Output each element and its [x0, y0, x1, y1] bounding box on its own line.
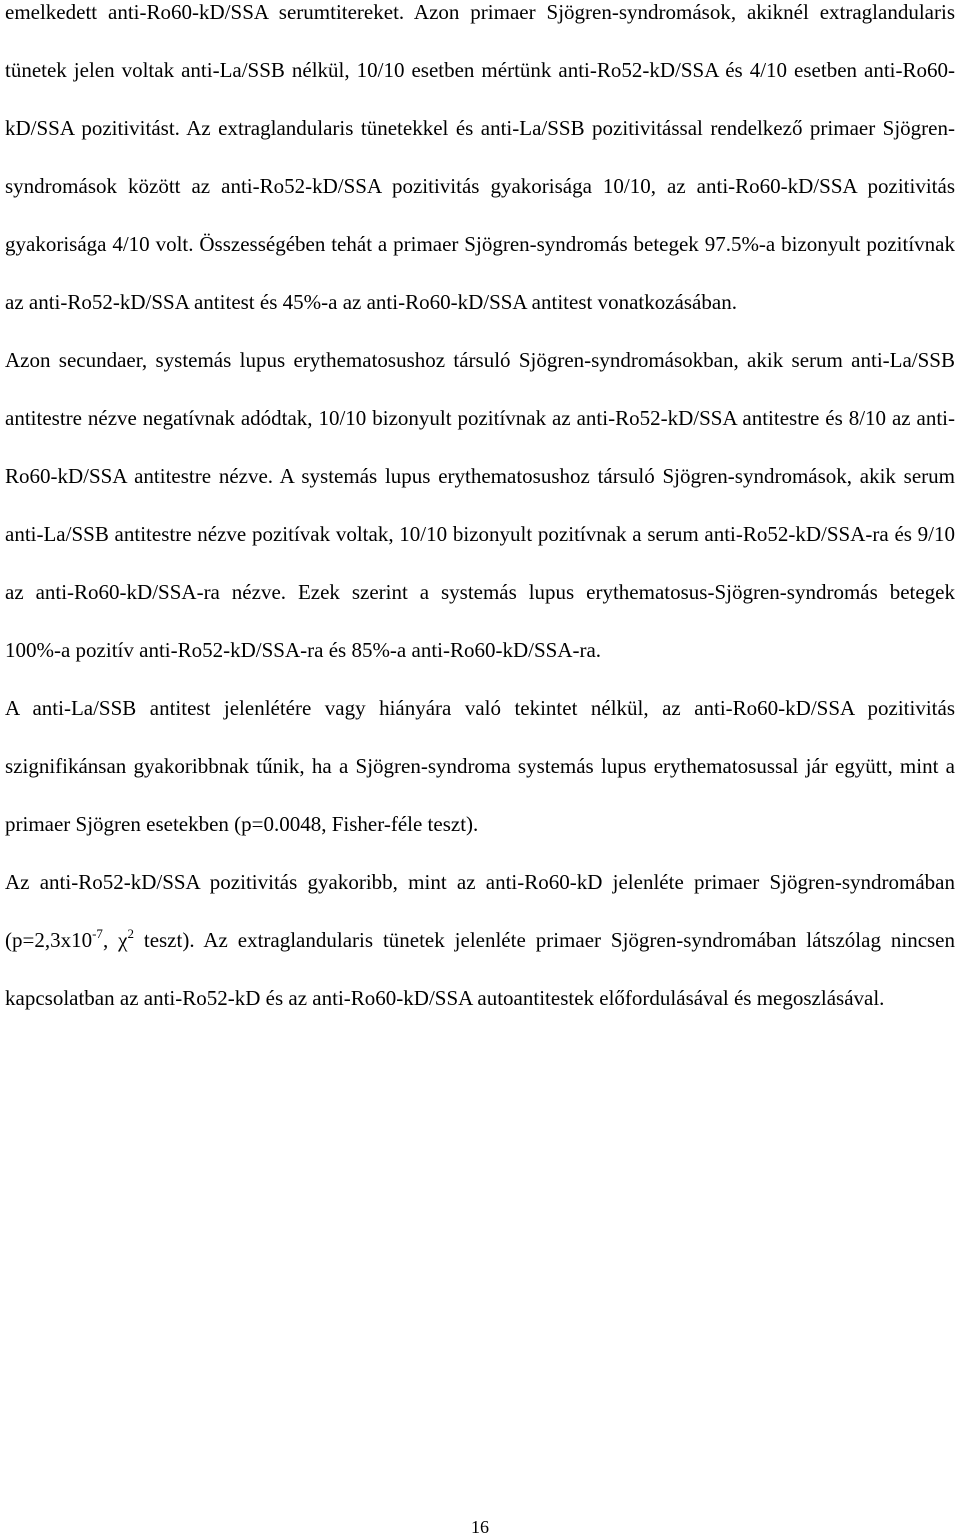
paragraph-4-text-c: teszt). Az extraglandularis tünetek jelenléte primaer Sjögren-syndromában látszólag nincsen kapcsolatban az anti-Ro52-kD és az anti-Ro60-kD/SSA autoantitestek előfordulásával és megoszlásával. — [5, 928, 956, 1010]
paragraph-3: A anti-La/SSB antitest jelenlétére vagy hiányára való tekintet nélkül, az anti-Ro60-kD/SSA pozitivitás szignifikánsan gyakoribbnak tűnik, ha a Sjögren-syndroma systemás lupus erythematosussal jár együtt, mint a primaer Sjögren esetekben (p=0.0048, Fisher-féle teszt). — [5, 696, 955, 836]
exponent-superscript: -7 — [92, 926, 103, 941]
paragraph-4 — [5, 853, 955, 1027]
paragraph-2: Azon secundaer, systemás lupus erythematosushoz társuló Sjögren-syndromásokban, akik serum anti-La/SSB antitestre nézve negatívnak adódtak, 10/10 bizonyult pozitívnak az anti-Ro52-kD/SSA antitestre és 8/10 az anti-Ro60-kD/SSA antitestre nézve. A systemás lupus erythematosushoz társuló Sjögren-syndromások, akik serum anti-La/SSB antitestre nézve pozitívak voltak, 10/10 bizonyult pozitívnak a serum anti-Ro52-kD/SSA-ra és 9/10 az anti-Ro60-kD/SSA-ra nézve. Ezek szerint a systemás lupus erythematosus-Sjögren-syndromás betegek 100%-a pozitív anti-Ro52-kD/SSA-ra és 85%-a anti-Ro60-kD/SSA-ra. — [5, 348, 955, 662]
document-page — [5, 0, 955, 1027]
paragraph-4-text-b: , χ — [102, 928, 128, 952]
page-number: 16 — [471, 1517, 489, 1537]
chi-square-superscript: 2 — [127, 926, 134, 941]
paragraph-4-text-a: Az anti-Ro52-kD/SSA pozitivitás gyakoribb, mint az anti-Ro60-kD jelenléte primaer Sjögren-syndromában (p=2,3x10 — [5, 870, 955, 952]
paragraph-1: emelkedett anti-Ro60-kD/SSA serumtitereket. Azon primaer Sjögren-syndromások, akiknél extraglandularis tünetek jelen voltak anti-La/SSB nélkül, 10/10 esetben mértünk anti-Ro52-kD/SSA és 4/10 esetben anti-Ro60-kD/SSA pozitivitást. Az extraglandularis tünetekkel és anti-La/SSB pozitivitással rendelkező primaer Sjögren-syndromások között az anti-Ro52-kD/SSA pozitivitás gyakorisága 10/10, az anti-Ro60-kD/SSA pozitivitás gyakorisága 4/10 volt. Összességében tehát a primaer Sjögren-syndromás betegek 97.5%-a bizonyult pozitívnak az anti-Ro52-kD/SSA antitest és 45%-a az anti-Ro60-kD/SSA antitest vonatkozásában. — [5, 0, 955, 314]
